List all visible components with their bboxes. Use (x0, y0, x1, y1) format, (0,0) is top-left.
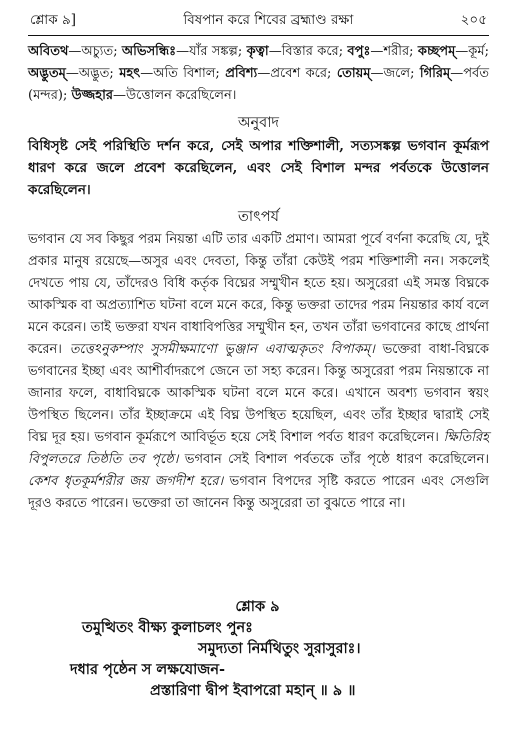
verse-line (0, 659, 515, 680)
verse-line-text: তমুত্থিতং বীক্ষ্য কুলাচলং পুনঃ (82, 619, 253, 636)
purport-sentence: ভগবান বিপদের সৃষ্টি করতে পারেন এবং সেগুলি দূরও করতে পারেন। ভক্তেরা তা জানেন কিন্তু অসুরেরা তা বুঝতে পারে না। (28, 474, 489, 511)
translation-text: বিধিসৃষ্ট সেই পরিস্থিতি দর্শন করে, সেই অপার শক্তিশালী, সত্যসঙ্কল্প ভগবান কূর্মরূপ ধারণ করে জলে প্রবেশ করেছিলেন, এবং সেই বিশাল মন্দর পর্বতকে উত্তোলন করেছিলেন। (28, 138, 489, 198)
synonym-meaning: —অতি বিশাল; (140, 66, 220, 81)
page-number: ২০৫ (460, 12, 487, 28)
translation-heading: অনুবাদ (237, 115, 280, 131)
synonym-meaning: —অচ্যুত; (68, 44, 118, 59)
verse-line-text: দধার পৃষ্ঠেন স লক্ষযোজন- (70, 661, 225, 678)
synonym-meaning: —যাঁর সঙ্কল্প; (176, 44, 243, 59)
synonym-meaning: —শরীর; (370, 44, 414, 59)
verse-title: শ্লোক ৯ (235, 598, 280, 615)
purport-text (28, 229, 489, 515)
verse-line-text: প্রস্তারিণা দ্বীপ ইবাপরো মহান্ ॥ ৯ ॥ (150, 682, 356, 699)
purport-heading: তাৎপর্য (237, 209, 280, 225)
synonym-line-1 (28, 44, 418, 59)
purport-sentence: ভগবান যে সব কিছুর পরম নিয়ন্তা এটি তার একটি প্রমাণ। আমরা পূর্বে বর্ণনা করেছি যে, দুই প্রকার মানুষ রয়েছে—অসুর এবং দেবতা, কিন্তু তাঁরা কেউই পরম শক্তিশালী নন। সকলেই দেখতে পায় যে, তাঁদেরও বিধি কর্তৃক বিঘ্নের সম্মুখীন হতে হয়। অসুরেরা এই সমস্ত বিঘ্নকে আকস্মিক বা অপ্রত্যাশিত ঘটনা বলে মনে করে, কিন্তু ভক্তরা তাদের পরম নিয়ন্তার কার্য বলে মনে করেন। তাই ভক্তরা যখন বাধাবিপত্তির সম্মুখীন হন, তখন তাঁরা ভগবানের কাছে প্রার্থনা করেন। (28, 232, 489, 357)
synonym-meaning: —বিস্তার করে; (268, 44, 344, 59)
synonym-word: অভিসন্ধিঃ (121, 44, 177, 59)
synonym-word: অবিতথ (28, 44, 69, 59)
synonym-word: গিরিম্ (419, 66, 451, 81)
synonym-word: কচ্ছপম্ (417, 44, 456, 59)
synonym-word: প্রবিশ্য (225, 66, 258, 81)
header-rule (28, 35, 489, 36)
synonym-meaning: —কূর্ম; (455, 44, 489, 59)
purport-sentence: ভক্তেরা বাধা-বিঘ্নকে ভগবানের ইচ্ছা এবং আশীর্বাদরূপে জেনে তা সহ্য করেন। কিন্তু অসুরেরা পরম নিয়ন্তাকে না জানার ফলে, বাধাবিঘ্নকে আকস্মিক ঘটনা বলে মনে করে। এখানে অবশ্য ভগবান স্বয়ং উপস্থিত ছিলেন। তাঁর ইচ্ছাক্রমে এই বিঘ্ন উপস্থিত হয়েছিল, এবং তাঁর ইচ্ছার দ্বারাই সেই বিঘ্ন দূর হয়। ভগবান কূর্মরূপে আবির্ভূত হয়ে সেই বিশাল পর্বত ধারণ করেছিলেন। (28, 342, 489, 445)
synonym-meaning: —জলে; (370, 66, 415, 81)
sanskrit-quote: তত্তেঽনুকম্পাং সুসমীক্ষমাণো ভুঞ্জান এবাত্মকৃতং বিপাকম্। (69, 342, 375, 357)
header-verse-ref: শ্লোক ৯] (30, 12, 76, 28)
synonym-meaning: —প্রবেশ করে; (257, 66, 332, 81)
synonym-word: তোয়ম্ (336, 66, 371, 81)
synonym-word: অদ্ভুতম্ (28, 66, 66, 81)
synonym-meaning: —উত্তোলন করেছিলেন। (113, 88, 237, 103)
synonym-word: উজ্জহার (71, 88, 113, 103)
synonym-meaning: —অদ্ভুত; (65, 66, 114, 81)
synonym-word: বপুঃ (347, 44, 371, 59)
verse-line (0, 638, 515, 659)
purport-sentence: ভগবান সেই বিশাল পর্বতকে তাঁর পৃষ্ঠে ধারণ করেছিলেন। (184, 452, 489, 467)
header-chapter-title: বিষপান করে শিবের ব্রহ্মাণ্ড রক্ষা (183, 12, 354, 28)
synonym-meaning: —পর্বত (মন্দর); (28, 66, 490, 103)
verse-block (0, 597, 515, 701)
synonyms (28, 41, 489, 107)
running-header (28, 10, 489, 32)
synonym-word: মহৎ (119, 66, 141, 81)
sanskrit-quote: ক্ষিতিরিহ বিপুলতরে তিষ্ঠতি তব পৃষ্ঠে। (28, 430, 489, 467)
verse-line (0, 617, 515, 638)
verse-line-text: সমুদ্যতা নির্মথিতুং সুরাসুরাঃ। (198, 640, 361, 657)
sanskrit-quote: কেশব ধৃতকূর্মশরীর জয় জগদীশ হরে। (28, 474, 224, 489)
synonym-word: কৃত্বা (246, 44, 269, 59)
verse-line (0, 680, 515, 701)
